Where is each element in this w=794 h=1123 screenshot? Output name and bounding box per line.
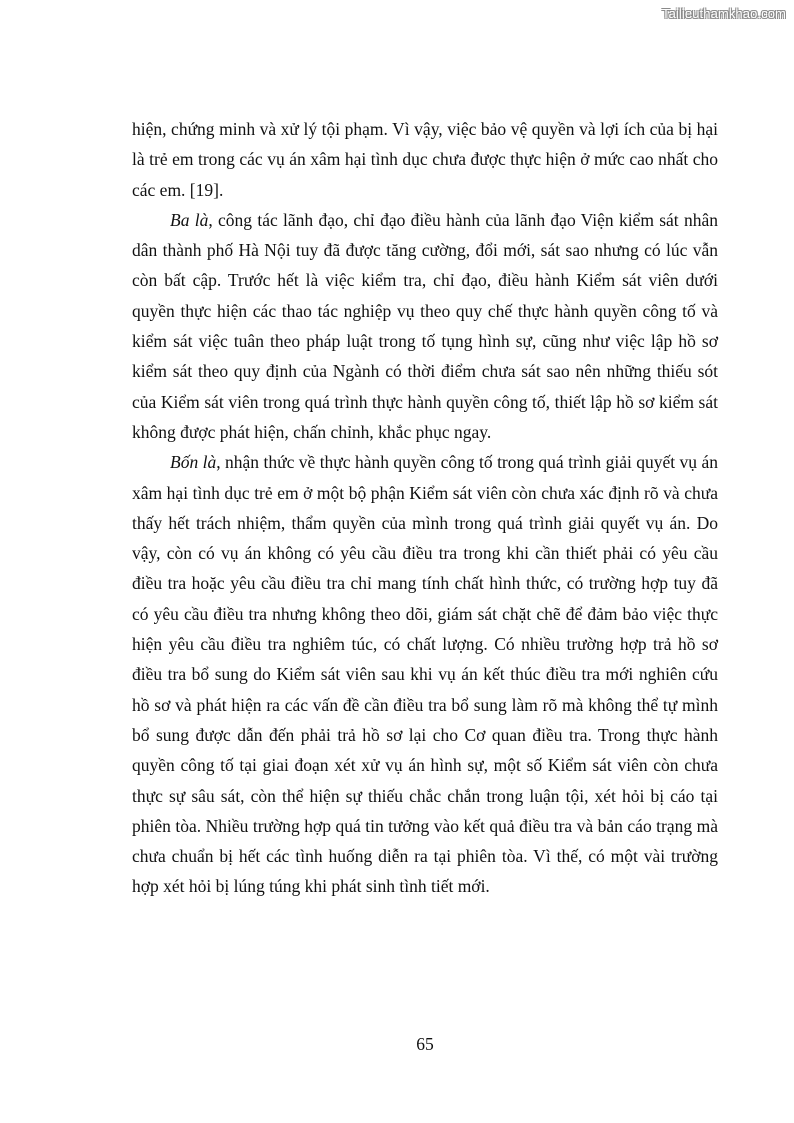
paragraph-bon-la [132, 447, 718, 901]
paragraph-text: hiện, chứng minh và xử lý tội phạm. Vì vậy, việc bảo vệ quyền và lợi ích của bị hại là trẻ em trong các vụ án xâm hại tình dục chưa được thực hiện ở mức cao nhất cho các em. [19]. [132, 119, 718, 200]
paragraph-continuation [132, 114, 718, 205]
paragraph-lead: Ba là [170, 209, 209, 230]
watermark-text: Tailieuthamkhao.com [661, 6, 786, 21]
document-body [132, 114, 718, 902]
paragraph-ba-la [132, 205, 718, 447]
paragraph-lead: Bốn là [170, 452, 217, 473]
paragraph-text: , công tác lãnh đạo, chỉ đạo điều hành của lãnh đạo Viện kiểm sát nhân dân thành phố Hà Nội tuy đã được tăng cường, đổi mới, sát sao nhưng có lúc vẫn còn bất cập. Trước hết là việc kiểm tra, chỉ đạo, điều hành Kiểm sát viên dưới quyền thực hiện các thao tác nghiệp vụ theo quy chế thực hành quyền công tố và kiểm sát việc tuân theo pháp luật trong tố tụng hình sự, cũng như việc lập hồ sơ kiểm sát theo quy định của Ngành có thời điểm chưa sát sao nên những thiếu sót của Kiểm sát viên trong quá trình thực hành quyền công tố, thiết lập hồ sơ kiểm sát không được phát hiện, chấn chỉnh, khắc phục ngay. [132, 209, 718, 442]
page-number: 65 [416, 1034, 434, 1054]
paragraph-text: , nhận thức về thực hành quyền công tố trong quá trình giải quyết vụ án xâm hại tình dục trẻ em ở một bộ phận Kiểm sát viên còn chưa xác định rõ và chưa thấy hết trách nhiệm, thẩm quyền của mình trong quá trình giải quyết vụ án. Do vậy, còn có vụ án không có yêu cầu điều tra trong khi cần thiết phải có yêu cầu điều tra hoặc yêu cầu điều tra chỉ mang tính chất hình thức, có trường hợp tuy đã có yêu cầu điều tra nhưng không theo dõi, giám sát chặt chẽ để đảm bảo việc thực hiện yêu cầu điều tra nghiêm túc, có chất lượng. Có nhiều trường hợp trả hồ sơ điều tra bổ sung do Kiểm sát viên sau khi vụ án kết thúc điều tra mới nghiên cứu hồ sơ và phát hiện ra các vấn đề cần điều tra bổ sung làm rõ mà không thể tự mình bổ sung được dẫn đến phải trả hồ sơ lại cho Cơ quan điều tra. Trong thực hành quyền công tố tại giai đoạn xét xử vụ án hình sự, một số Kiểm sát viên còn chưa thực sự sâu sát, còn thể hiện sự thiếu chắc chắn trong luận tội, xét hỏi bị cáo tại phiên tòa. Nhiều trường hợp quá tin tưởng vào kết quả điều tra và bản cáo trạng mà chưa chuẩn bị hết các tình huống diễn ra tại phiên tòa. Vì thế, có một vài trường hợp xét hỏi bị lúng túng khi phát sinh tình tiết mới. [132, 452, 718, 897]
